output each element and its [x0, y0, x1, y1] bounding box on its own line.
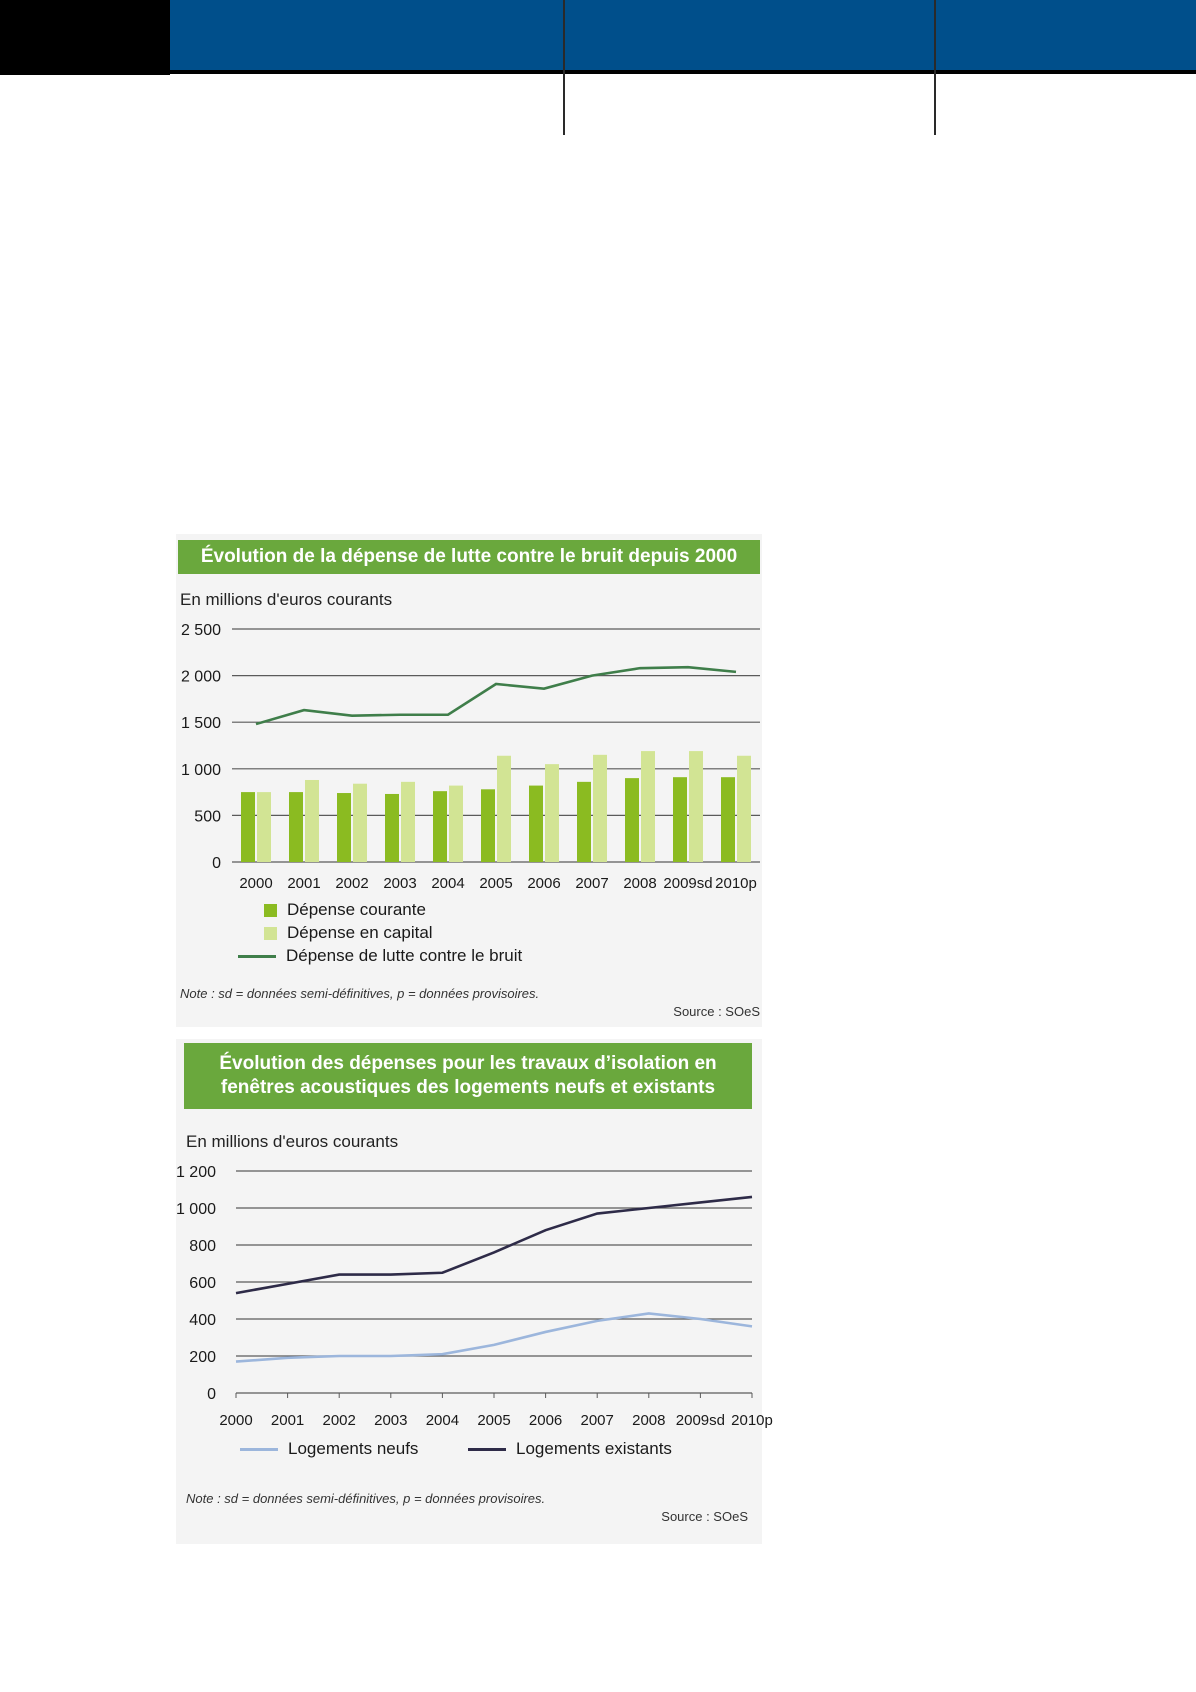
bar-depense-capital	[401, 782, 415, 862]
y-tick-label: 2 500	[180, 622, 221, 639]
legend-label: Dépense en capital	[287, 923, 433, 942]
x-tick-label: 2001	[270, 1412, 305, 1429]
legend-item-logements-neufs	[240, 1439, 418, 1459]
legend-label: Logements neufs	[288, 1439, 419, 1458]
chart-title-line: fenêtres acoustiques des logements neufs et existants	[220, 1077, 716, 1098]
bar-depense-capital	[545, 764, 559, 862]
y-axis-label: En millions d'euros courants	[180, 590, 393, 609]
y-tick-label: 800	[189, 1238, 216, 1255]
y-tick-label: 400	[189, 1312, 216, 1329]
header-divider	[934, 0, 936, 135]
y-axis-label: En millions d'euros courants	[186, 1132, 399, 1151]
header-black-block	[0, 0, 170, 75]
chart-note: Note : sd = données semi-définitives, p = données provisoires.	[186, 1491, 546, 1506]
bar-depense-courante	[337, 793, 351, 862]
x-tick-label: 2001	[287, 875, 321, 892]
y-tick-label: 1 500	[180, 715, 221, 733]
legend-swatch	[264, 904, 277, 917]
chart-note: Note : sd = données semi-définitives, p = données provisoires.	[180, 986, 540, 1001]
y-tick-label: 1 200	[175, 1164, 216, 1181]
y-tick-label: 1 000	[175, 1201, 216, 1218]
legend-item-depense-capital	[264, 923, 433, 943]
legend-line-swatch	[468, 1448, 506, 1451]
x-tick-label: 2007	[575, 875, 609, 892]
bar-depense-courante	[577, 782, 591, 862]
legend-item-logements-existants	[468, 1439, 672, 1459]
bar-depense-capital	[737, 756, 751, 862]
x-tick-label: 2000	[219, 1412, 253, 1429]
legend-item-depense-courante	[264, 900, 426, 920]
header-divider	[563, 0, 565, 135]
x-tick-label: 2000	[239, 875, 273, 892]
legend-swatch	[264, 927, 277, 940]
chart-title: Évolution de la dépense de lutte contre le bruit depuis 2000	[178, 540, 760, 574]
x-tick-label: 2009sd	[675, 1412, 726, 1429]
legend-label: Dépense courante	[287, 900, 426, 919]
x-tick-label: 2009sd	[663, 875, 713, 892]
bar-depense-capital	[449, 786, 463, 862]
chart-isolation-svg	[175, 1039, 773, 1544]
bar-depense-courante	[625, 778, 639, 862]
header-band	[0, 0, 1196, 70]
chart-title-line: Évolution des dépenses pour les travaux d’isolation en	[219, 1053, 717, 1074]
x-tick-label: 2007	[580, 1412, 614, 1429]
bar-depense-courante	[433, 791, 447, 862]
bar-depense-capital	[353, 784, 367, 862]
bar-depense-capital	[593, 755, 607, 862]
y-tick-label: 2 000	[180, 668, 221, 686]
bar-depense-courante	[481, 789, 495, 862]
y-tick-label: 500	[194, 808, 221, 826]
legend-label: Dépense de lutte contre le bruit	[286, 946, 523, 965]
legend-line-swatch	[238, 955, 276, 958]
chart-source: Source : SOeS	[661, 1509, 748, 1524]
chart-bruit-block	[176, 534, 762, 1027]
bar-depense-capital	[497, 756, 511, 862]
legend-label: Logements existants	[516, 1439, 672, 1458]
y-tick-label: 1 000	[180, 761, 221, 779]
y-tick-label: 200	[189, 1349, 216, 1366]
x-tick-label: 2002	[335, 875, 369, 892]
x-tick-label: 2005	[479, 875, 513, 892]
x-tick-label: 2008	[632, 1412, 666, 1429]
bar-depense-capital	[689, 751, 703, 862]
bar-depense-courante	[721, 777, 735, 862]
legend-line-swatch	[240, 1448, 278, 1451]
bar-depense-courante	[673, 777, 687, 862]
y-tick-label: 0	[212, 855, 221, 872]
x-tick-label: 2002	[322, 1412, 356, 1429]
x-tick-label: 2004	[431, 875, 465, 892]
chart-isolation-block	[175, 1039, 773, 1544]
bar-depense-capital	[641, 751, 655, 862]
x-tick-label: 2010p	[731, 1412, 773, 1429]
bar-depense-courante	[385, 794, 399, 862]
bar-depense-courante	[289, 792, 303, 862]
bar-depense-capital	[257, 792, 271, 862]
x-tick-label: 2004	[425, 1412, 460, 1429]
series-line-logements-neufs	[236, 1313, 752, 1361]
x-tick-label: 2003	[383, 875, 417, 892]
x-tick-label: 2010p	[715, 875, 757, 892]
x-tick-label: 2006	[527, 875, 561, 892]
x-tick-label: 2008	[623, 875, 657, 892]
y-tick-label: 0	[207, 1386, 216, 1403]
x-tick-label: 2006	[528, 1412, 563, 1429]
x-tick-label: 2005	[477, 1412, 511, 1429]
bar-depense-courante	[529, 786, 543, 862]
legend-item-depense-bruit	[238, 946, 522, 966]
x-tick-label: 2003	[374, 1412, 408, 1429]
y-tick-label: 600	[189, 1275, 216, 1292]
bar-depense-courante	[241, 792, 255, 862]
bar-depense-capital	[305, 780, 319, 862]
header-rule	[170, 70, 1196, 74]
chart-source: Source : SOeS	[673, 1004, 760, 1019]
